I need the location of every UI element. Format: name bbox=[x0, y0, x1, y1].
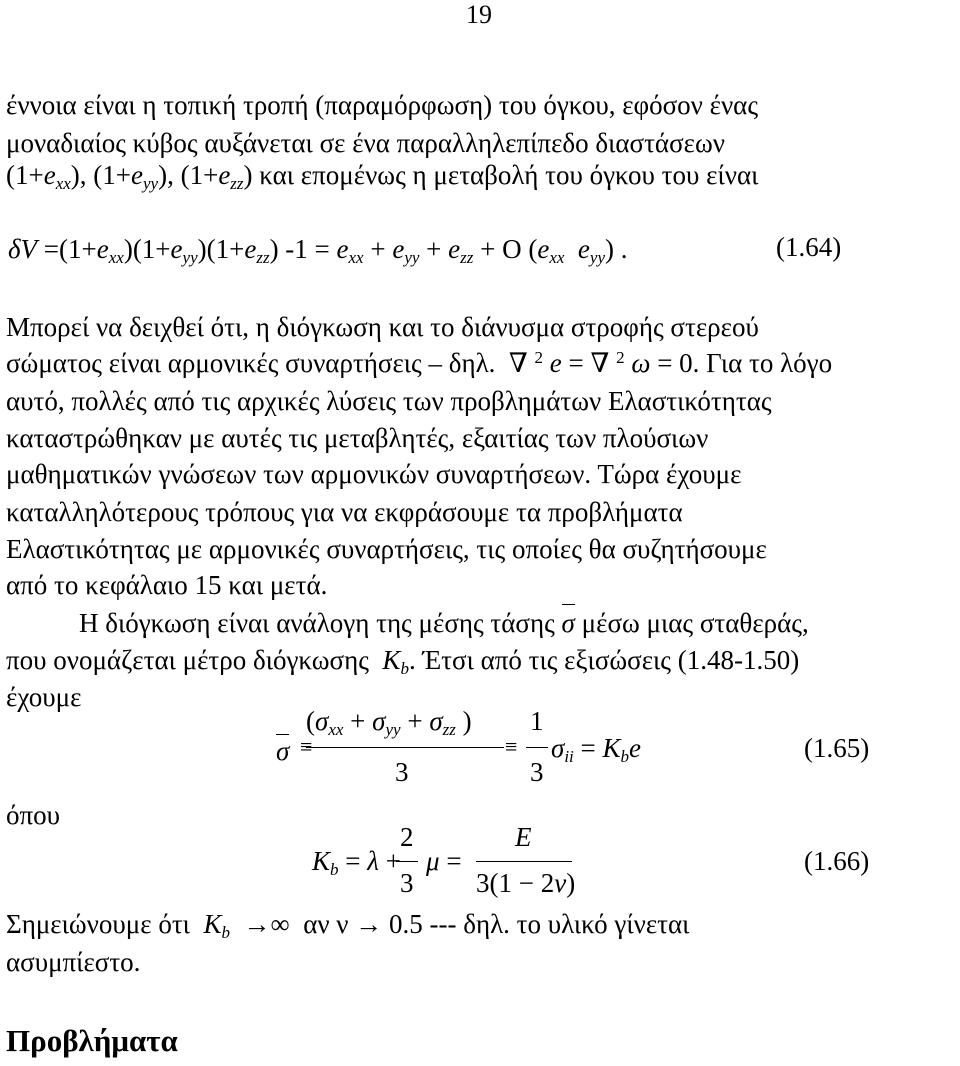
text-line-7: αυτό, πολλές από τις αρχικές λύσεις των προβλημάτων Ελαστικότητας bbox=[6, 386, 772, 416]
text-line-13: Η διόγκωση είναι ανάλογη της μέσης τάσης σ μέσω μιας σταθεράς, bbox=[79, 608, 809, 638]
text-line-14: που ονομάζεται μέτρο διόγκωσης $K_b$. Έτσι από τις εξισώσεις (1.48-1.50) bbox=[6, 645, 800, 678]
text-line-5: Μπορεί να δειχθεί ότι, η διόγκωση και το διάνυσμα στροφής στερεού bbox=[6, 312, 759, 342]
equation-1-64: $\delta V =(1+e_{xx})(1+e_{yy})(1+e_{zz}) -1 = e_{xx} + e_{yy} + e_{zz} + O$ ($e_{xx}$ $e_{yy}$) . bbox=[8, 234, 628, 267]
text-line-19: ασυμπίεστο. bbox=[6, 947, 141, 977]
text-line-8: καταστρώθηκαν με αυτές τις μεταβλητές, εξαιτίας των πλούσιων bbox=[6, 423, 709, 453]
text-line-6: σώματος είναι αρμονικές συναρτήσεις – δηλ. ∇ $^2$ e = ∇ $^2$ ω = 0. Για το λόγο bbox=[6, 348, 833, 378]
text-line-3: $(1+e_{xx})$, $(1+e_{yy})$, $(1+e_{zz})$ και επομένως η μεταβολή του όγκου του είναι bbox=[6, 160, 759, 193]
text-line-opou: όπου bbox=[6, 800, 60, 830]
text-line-10: καταλληλότερους τρόπους για να εκφράσουμε τα προβλήματα bbox=[6, 497, 683, 527]
text-line-1: έννοια είναι η τοπική τροπή (παραμόρφωση) του όγκου, εφόσον ένας bbox=[6, 90, 759, 120]
arrow-symbol: → bbox=[355, 909, 383, 939]
text-line-15: έχουμε bbox=[6, 682, 82, 712]
document-page: 19 έννοια είναι η τοπική τροπή (παραμόρφωση) του όγκου, εφόσον ένας μοναδιαίος κύβος αυξάνεται σε ένα παραλληλεπίπεδο διαστάσεων $(1+e_{xx})$, $(1+e_{yy})$, $(1+e_{zz})$ και επομένως η μεταβολή του όγκου του είναι $\delta V =(1+e_{xx})(1+e_{yy})(1+e_{zz}) -1 = e_{xx} + e_{yy} + e_{zz} + O$ ($e_{xx}$ $e_{yy}$) . (1.64) Μπορεί να δειχθεί ότι, η διόγκωση και το διάνυσμα στροφής στερεού σώματος είναι αρμονικές συναρτήσεις – δηλ. ∇ $^2$ e = ∇ $^2$ ω = 0. Για το λόγο αυτό, πολλές από τις αρχικές λύσεις των προβλημάτων Ελαστικότητας καταστρώθηκαν με αυτές τις μεταβλητές, εξαιτίας των πλούσιων μαθηματικών γνώσεων των αρμονικών συναρτήσεων. Τώρα έχουμε καταλληλότερους τρόπους για να εκφράσουμε τα προβλήματα Ελαστικότητας με αρμονικές συναρτήσεις, τις οποίες θα συζητήσουμε από το κεφάλαιο 15 και μετά. Η διόγκωση είναι ανάλογη της μέσης τάσης σ μέσω μιας σταθεράς, που ονομάζεται μέτρο διόγκωσης $K_b$. Έτσι από τις εξισώσεις (1.48-1.50) έχουμε σ ≡ ($\sigma_{xx} + \sigma_{yy} + \sigma_{zz}$ ) 3 ≡ 1 3 $\sigma_{ii} = K_be$ (1.65) όπου $K_b = \lambda$ + 2 3 μ = E 3(1 − 2ν) (1.66) Σημειώνουμε ότι $K_b$ →∞ αν ν → 0.5 --- δηλ. το υλικό γίνεται ασυμπίεστο. Προβλήματα bbox=[6, 0, 870, 1058]
mean-stress-symbol: σ bbox=[561, 608, 575, 638]
section-heading: Προβλήματα bbox=[6, 1023, 178, 1058]
equation-number-1-65: (1.65) bbox=[804, 733, 870, 763]
text-line-11: Ελαστικότητας με αρμονικές συναρτήσεις, τις οποίες θα συζητήσουμε bbox=[6, 534, 767, 564]
page-number: 19 bbox=[466, 0, 492, 29]
text-line-9: μαθηματικών γνώσεων των αρμονικών συναρτήσεων. Τώρα έχουμε bbox=[6, 459, 742, 489]
text-line-18: Σημειώνουμε ότι $K_b$ →∞ αν ν → 0.5 --- δηλ. το υλικό γίνεται bbox=[6, 909, 690, 942]
equation-number-1-66: (1.66) bbox=[804, 846, 870, 876]
equation-number-1-64: (1.64) bbox=[776, 232, 842, 262]
tends-to-infinity-symbol: →∞ bbox=[236, 909, 290, 939]
text-line-12: από το κεφάλαιο 15 και μετά. bbox=[6, 570, 328, 600]
text-line-2: μοναδιαίος κύβος αυξάνεται σε ένα παραλληλεπίπεδο διαστάσεων bbox=[6, 128, 725, 158]
